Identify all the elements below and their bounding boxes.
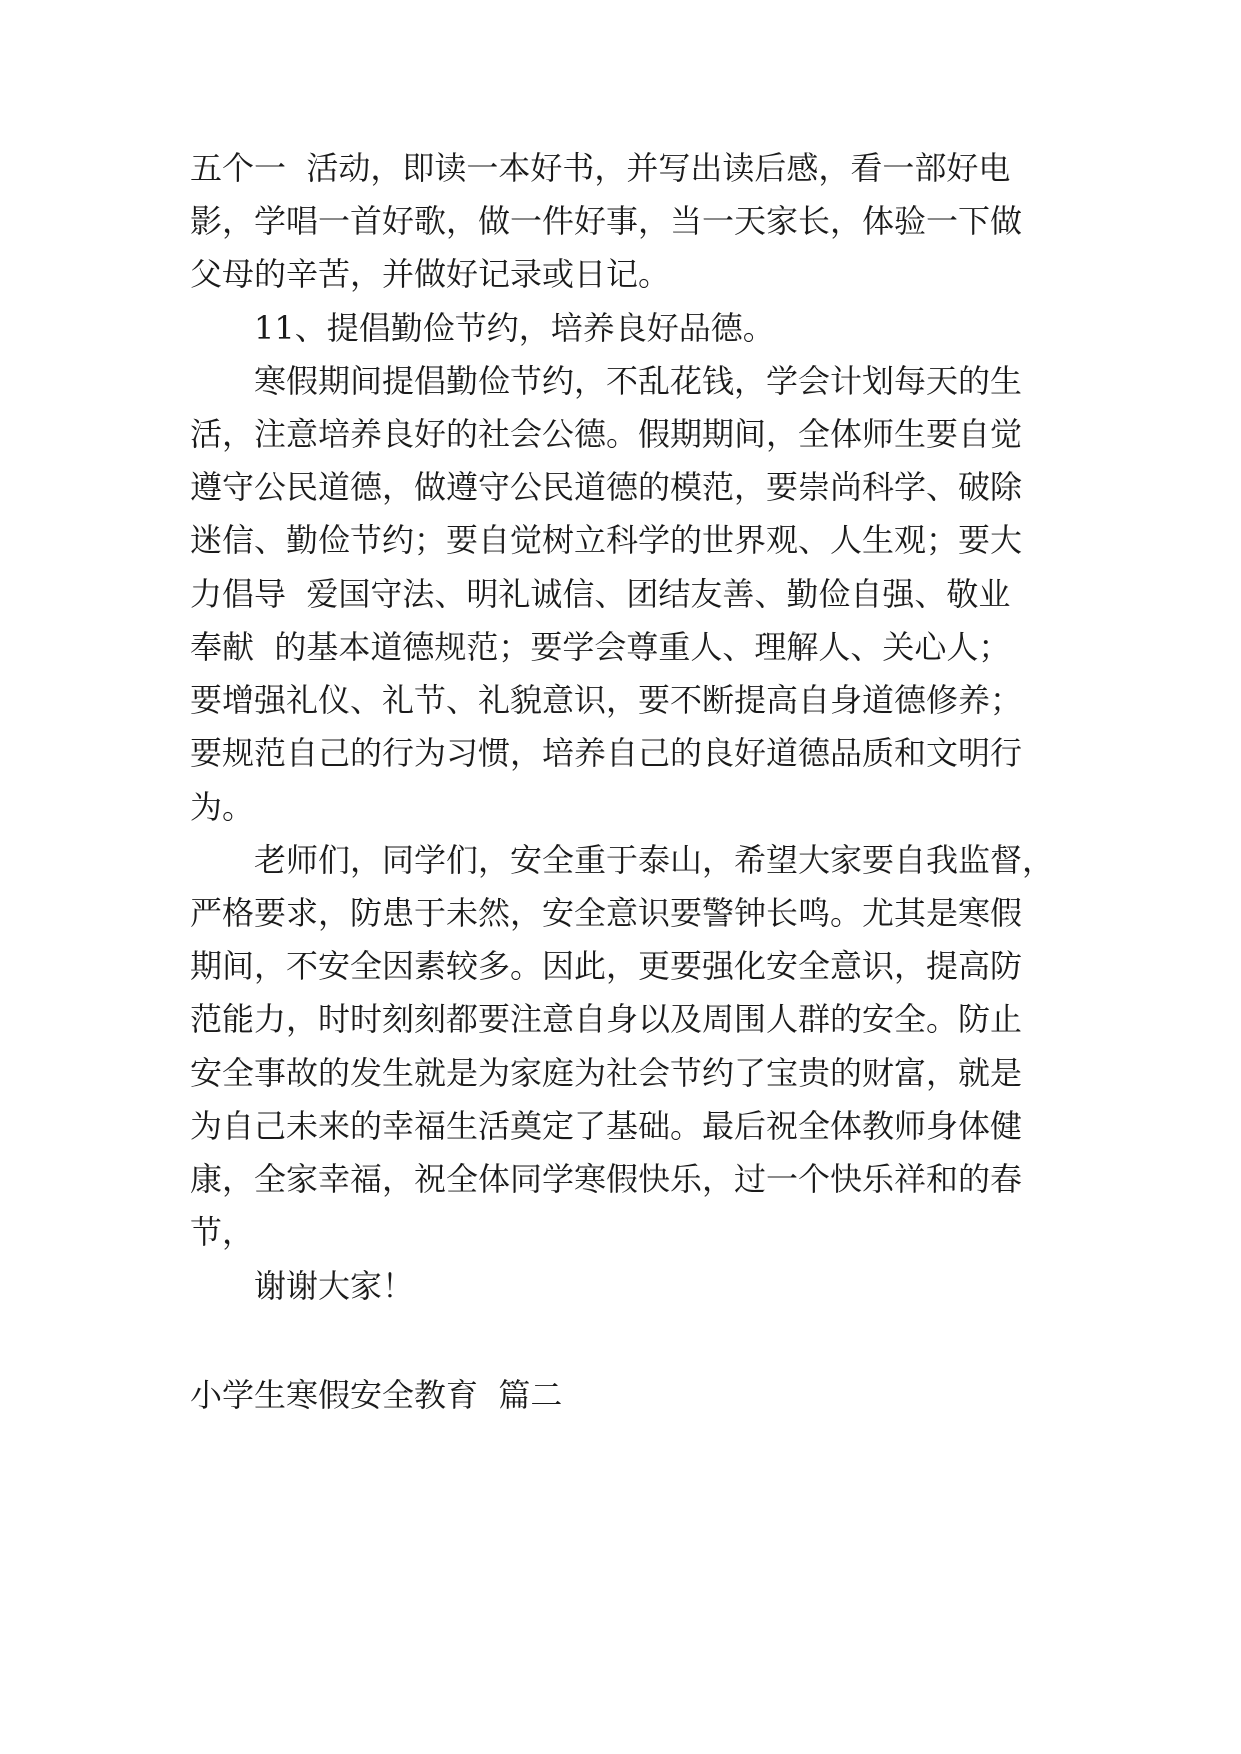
paragraph-line: 严格要求，防患于未然，安全意识要警钟长鸣。尤其是寒假 xyxy=(190,894,1023,932)
paragraph-line: 期间，不安全因素较多。因此，更要强化安全意识，提高防 xyxy=(190,947,1023,985)
paragraph-line: 老师们，同学们，安全重于泰山，希望大家要自我监督， xyxy=(254,841,1055,879)
paragraph-line: 影，学唱一首好歌，做一件好事，当一天家长，体验一下做 xyxy=(190,202,1023,240)
paragraph-line: 要增强礼仪、礼节、礼貌意识，要不断提高自身道德修养； xyxy=(190,681,1023,719)
paragraph-line: 活，注意培养良好的社会公德。假期期间，全体师生要自觉 xyxy=(190,415,1023,453)
section-heading: 小学生寒假安全教育 篇二 xyxy=(190,1376,563,1414)
paragraph-line: 迷信、勤俭节约；要自觉树立科学的世界观、人生观；要大 xyxy=(190,521,1023,559)
closing-line: 谢谢大家！ xyxy=(254,1267,415,1305)
paragraph-line: 要规范自己的行为习惯，培养自己的良好道德品质和文明行 xyxy=(190,734,1023,772)
paragraph-line: 范能力，时时刻刻都要注意自身以及周围人群的安全。防止 xyxy=(190,1000,1023,1038)
paragraph-line: 康，全家幸福，祝全体同学寒假快乐，过一个快乐祥和的春 xyxy=(190,1160,1023,1198)
paragraph-line: 为自己未来的幸福生活奠定了基础。最后祝全体教师身体健 xyxy=(190,1107,1023,1145)
list-item-heading: 11、提倡勤俭节约，培养良好品德。 xyxy=(254,309,775,347)
paragraph-line: 五个一 活动，即读一本好书，并写出读后感，看一部好电 xyxy=(190,149,1011,187)
paragraph-line: 父母的辛苦，并做好记录或日记。 xyxy=(190,255,671,293)
paragraph-line: 安全事故的发生就是为家庭为社会节约了宝贵的财富，就是 xyxy=(190,1054,1023,1092)
paragraph-line: 节， xyxy=(190,1213,255,1251)
paragraph-line: 力倡导 爱国守法、明礼诚信、团结友善、勤俭自强、敬业 xyxy=(190,575,1011,613)
paragraph-line: 遵守公民道德，做遵守公民道德的模范，要崇尚科学、破除 xyxy=(190,468,1023,506)
paragraph-line: 奉献 的基本道德规范；要学会尊重人、理解人、关心人； xyxy=(190,628,1011,666)
paragraph-line: 寒假期间提倡勤俭节约，不乱花钱，学会计划每天的生 xyxy=(254,362,1023,400)
paragraph-line: 为。 xyxy=(190,788,255,826)
